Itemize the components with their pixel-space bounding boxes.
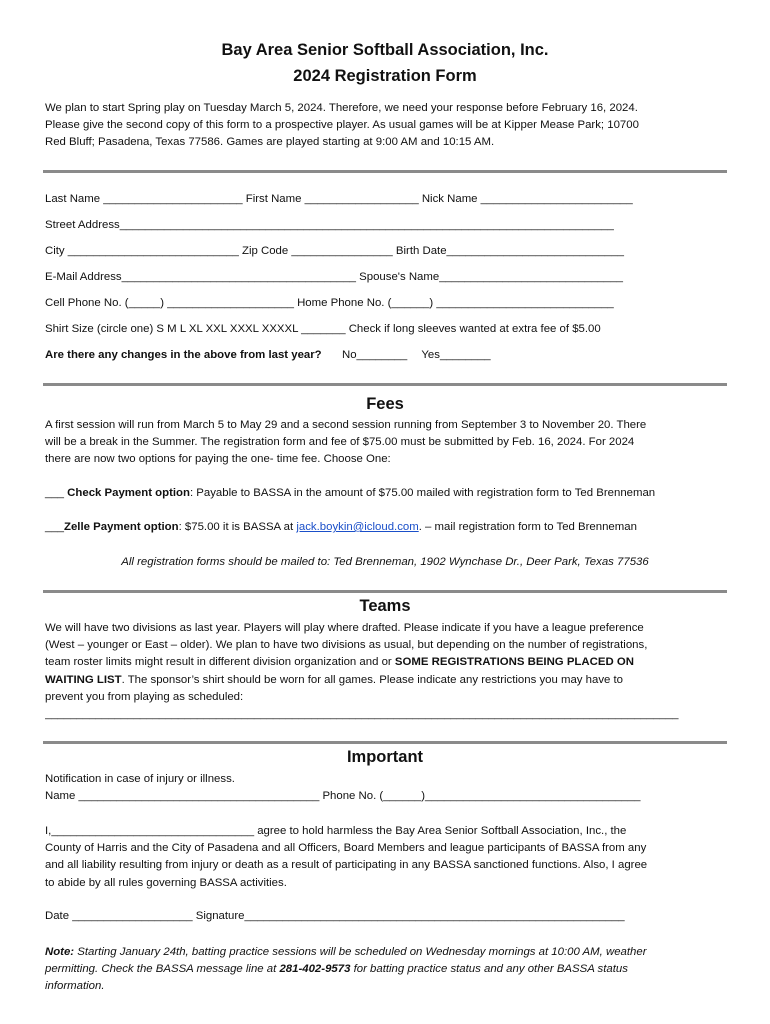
teams-line bbox=[45, 654, 725, 671]
zelle-payment-text: : $75.00 it is BASSA at bbox=[178, 521, 297, 533]
note-label: Note: bbox=[45, 946, 75, 958]
waiver-line: and all liability resulting from injury or death as a result of participating in any BASSA sanctioned functions. Also, I agree bbox=[45, 859, 648, 872]
teams-paragraph bbox=[45, 620, 725, 723]
teams-line: We will have two divisions as last year. Players will play where drafted. Please indicate if you have a league preference bbox=[45, 622, 644, 634]
fees-paragraph bbox=[45, 417, 725, 469]
fees-heading: Fees bbox=[366, 395, 404, 413]
intro-line: We plan to start Spring play on Tuesday March 5, 2024. Therefore, we need your response before February 16, 2024. bbox=[45, 102, 638, 114]
fees-line: A first session will run from March 5 to May 29 and a second session running from September 3 to November 20. There bbox=[45, 419, 647, 431]
section-divider bbox=[43, 741, 727, 744]
check-payment-option[interactable] bbox=[45, 487, 655, 499]
zelle-payment-option[interactable] bbox=[45, 521, 637, 533]
form-title: 2024 Registration Form bbox=[293, 67, 477, 85]
zelle-payment-blank[interactable]: ___ bbox=[45, 521, 65, 533]
teams-text: . The sponsor’s shirt should be worn for all games. Please indicate any restrictions you may have to bbox=[121, 673, 624, 686]
note-text: Starting January 24th, batting practice sessions will be scheduled on Wednesday mornings at 10:00 AM, weather bbox=[74, 946, 647, 958]
street-address-field[interactable]: Street Address______________________________________________________________________________ bbox=[45, 219, 614, 231]
section-divider bbox=[43, 590, 727, 593]
important-heading: Important bbox=[346, 748, 424, 766]
teams-line: prevent you from playing as scheduled: bbox=[45, 690, 244, 703]
batting-practice-note bbox=[45, 944, 725, 996]
teams-line bbox=[45, 672, 725, 689]
message-line-phone: 281-402-9573 bbox=[279, 963, 351, 976]
zelle-payment-label: Zelle Payment option bbox=[64, 521, 179, 533]
check-payment-label: Check Payment option bbox=[67, 487, 190, 499]
phone-numbers-line[interactable]: Cell Phone No. (_____) ____________________ Home Phone No. (______) ____________________________ bbox=[45, 297, 614, 309]
restrictions-field[interactable]: ____________________________________________________________________________________________________ bbox=[45, 708, 679, 721]
emergency-contact-fields[interactable]: Name ______________________________________ Phone No. (______)__________________________________ bbox=[45, 790, 641, 803]
date-signature-line[interactable]: Date ___________________ Signature____________________________________________________________ bbox=[45, 910, 625, 922]
note-line bbox=[45, 961, 725, 978]
note-line: information. bbox=[45, 980, 105, 993]
changes-no-field[interactable]: No________ bbox=[341, 349, 408, 361]
note-line bbox=[45, 944, 725, 961]
mailing-instructions: All registration forms should be mailed to: Ted Brenneman, 1902 Wynchase Dr., Deer Park, Texas 77536 bbox=[121, 556, 649, 568]
note-text: for batting practice status and any other BASSA status bbox=[350, 963, 628, 976]
check-payment-text: : Payable to BASSA in the amount of $75.00 mailed with registration form to Ted Brenneman bbox=[189, 487, 656, 499]
waiver-line[interactable]: I,________________________________ agree to hold harmless the Bay Area Senior Softball Association, Inc., the bbox=[45, 825, 627, 837]
intro-line: Red Bluff; Pasadena, Texas 77586. Games are played starting at 9:00 AM and 10:15 AM. bbox=[45, 136, 495, 149]
notification-label: Notification in case of injury or illness. bbox=[45, 773, 235, 785]
zelle-payment-text-after: . – mail registration form to Ted Brenneman bbox=[418, 521, 637, 533]
intro-paragraph bbox=[45, 100, 725, 152]
shirt-size-line[interactable]: Shirt Size (circle one) S M L XL XXL XXXL XXXXL _______ Check if long sleeves wanted at extra fee of $5.00 bbox=[45, 323, 601, 335]
name-fields-line[interactable]: Last Name ______________________ First Name __________________ Nick Name ________________________ bbox=[45, 193, 633, 205]
teams-line: (West – younger or East – older). We plan to have two divisions as usual, but depending on the number of registrations, bbox=[45, 639, 648, 652]
notification-block bbox=[45, 771, 725, 805]
waiver-line: to abide by all rules governing BASSA activities. bbox=[45, 876, 287, 889]
zelle-email-link[interactable]: jack.boykin@icloud.com bbox=[296, 521, 419, 533]
intro-line: Please give the second copy of this form to a prospective player. As usual games will be at Kipper Mease Park; 10700 bbox=[45, 119, 639, 132]
waiver-line: County of Harris and the City of Pasadena and all Officers, Board Members and league participants of BASSA from any bbox=[45, 842, 647, 855]
teams-text: team roster limits might result in different division organization and or bbox=[45, 656, 395, 669]
waiting-list-warning: WAITING LIST bbox=[45, 673, 122, 686]
changes-question: Are there any changes in the above from last year? bbox=[45, 349, 322, 361]
org-title: Bay Area Senior Softball Association, Inc. bbox=[221, 41, 549, 59]
section-divider bbox=[43, 170, 727, 173]
changes-yes-field[interactable]: Yes________ bbox=[421, 349, 491, 361]
fees-line: will be a break in the Summer. The registration form and fee of $75.00 must be submitted by Feb. 16, 2024. For 2024 bbox=[45, 436, 635, 449]
section-divider bbox=[43, 383, 727, 386]
email-spouse-line[interactable]: E-Mail Address_____________________________________ Spouse's Name_____________________________ bbox=[45, 271, 623, 283]
city-zip-birthdate-line[interactable]: City ___________________________ Zip Code ________________ Birth Date____________________________ bbox=[45, 245, 624, 257]
teams-warning: SOME REGISTRATIONS BEING PLACED ON bbox=[394, 656, 634, 669]
teams-heading: Teams bbox=[359, 597, 411, 615]
changes-question-line bbox=[45, 349, 491, 361]
waiver-paragraph bbox=[45, 823, 725, 892]
fees-line: there are now two options for paying the one- time fee. Choose One: bbox=[45, 453, 391, 466]
check-payment-blank[interactable]: ___ bbox=[45, 487, 68, 499]
note-text: permitting. Check the BASSA message line at bbox=[45, 963, 280, 976]
